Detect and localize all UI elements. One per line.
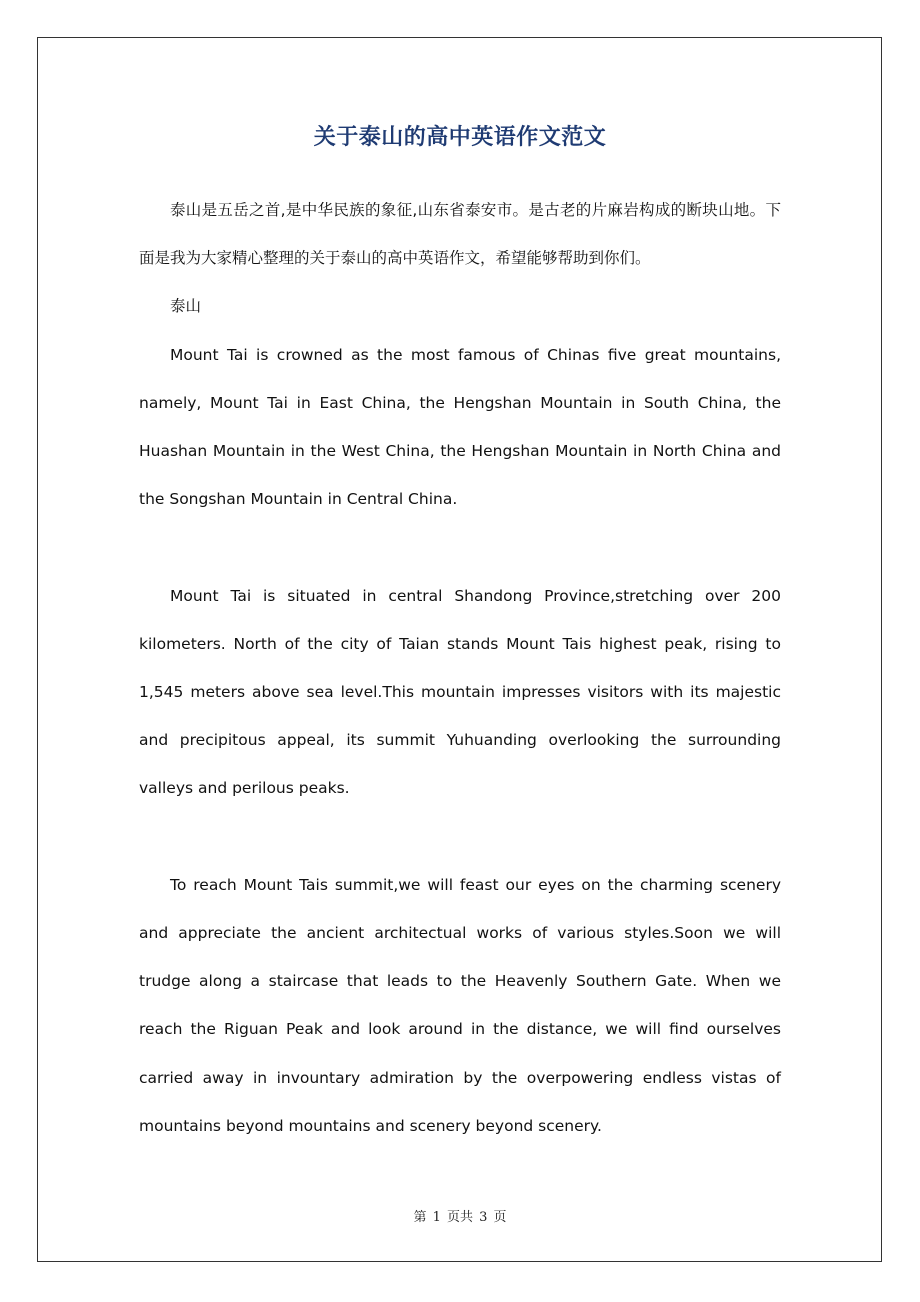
body-paragraph-3: To reach Mount Tais summit,we will feast our eyes on the charming scenery and appreciate the ancient architectual works of various styles.Soon we will trudge along a staircase that leads to the Heavenly Southern Gate. When we reach the Riguan Peak and look around in the distance, we will find ourselves carried away in invountary admiration by the overpowering endless vistas of mountains beyond mountains and scenery beyond scenery.	[139, 875, 781, 1135]
page-total: 共 3 页	[460, 1210, 507, 1225]
document-body	[139, 186, 781, 1150]
body-paragraph-2: Mount Tai is situated in central Shandong Province,stretching over 200 kilometers. North of the city of Taian stands Mount Tais highest peak, rising to 1,545 meters above sea level.This mountain impresses visitors with its majestic and precipitous appeal, its summit Yuhuanding overlooking the surrounding valleys and perilous peaks.	[139, 586, 781, 798]
body-paragraph-1: Mount Tai is crowned as the most famous of Chinas five great mountains, namely, Mount Tai in East China, the Hengshan Mountain in South China, the Huashan Mountain in the West China, the Hengshan Mountain in North China and the Songshan Mountain in Central China.	[139, 345, 781, 509]
section-heading: 泰山	[170, 297, 202, 316]
paragraph-spacer	[139, 523, 781, 571]
page-number: 第 1 页	[413, 1210, 460, 1225]
intro-paragraph: 泰山是五岳之首,是中华民族的象征,山东省泰安市。是古老的片麻岩构成的断块山地。下面是我为大家精心整理的关于泰山的高中英语作文，希望能够帮助到你们。	[139, 201, 781, 268]
document-title: 关于泰山的高中英语作文范文	[313, 125, 607, 150]
page-footer	[0, 1206, 920, 1225]
paragraph-spacer	[139, 813, 781, 861]
